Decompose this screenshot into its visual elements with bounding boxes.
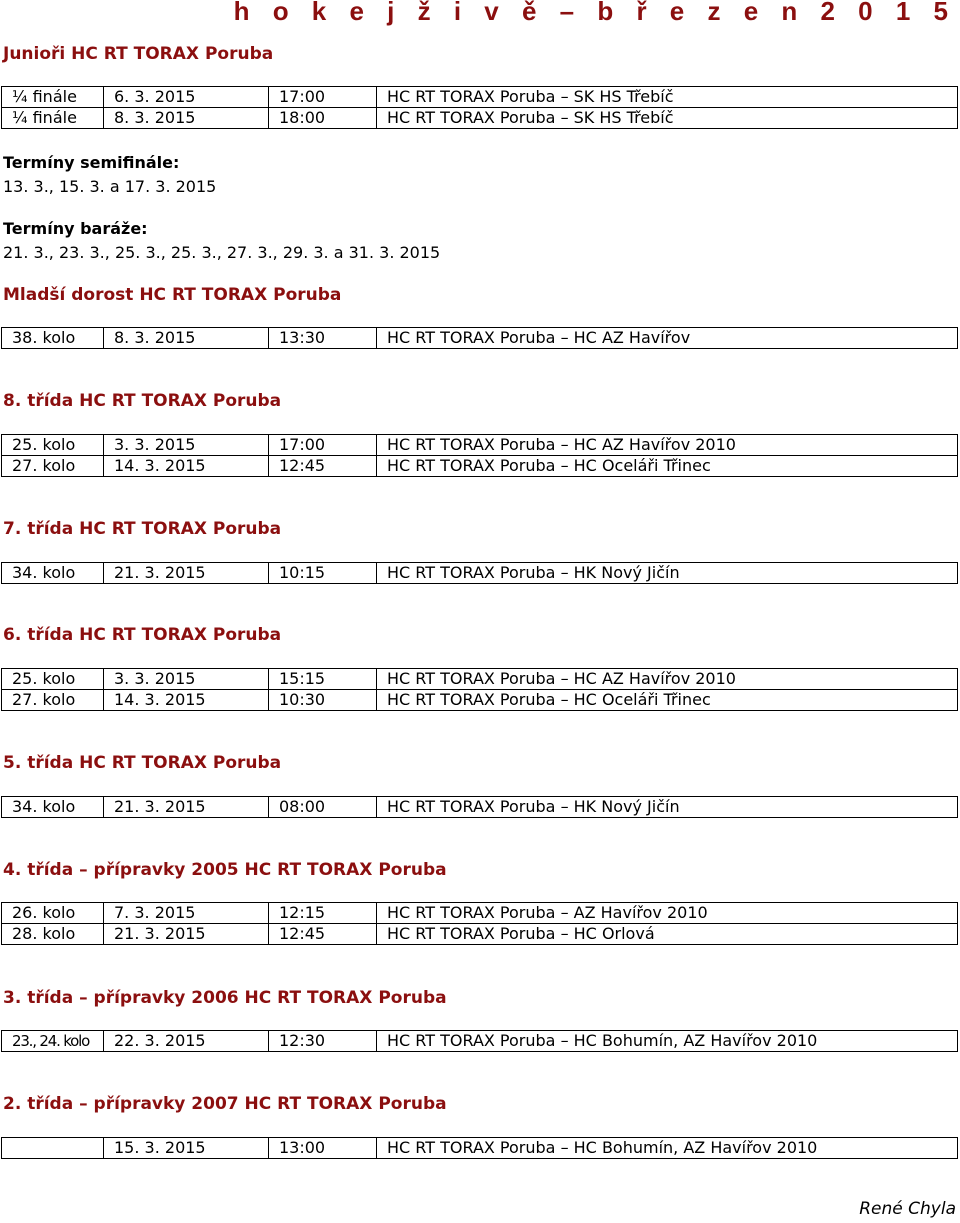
- barrage-dates: 21. 3., 23. 3., 25. 3., 25. 3., 27. 3., 29. 3. a 31. 3. 2015: [3, 243, 441, 262]
- table-row: [2, 328, 958, 349]
- date-cell: 22. 3. 2015: [104, 1031, 269, 1052]
- table-row: [2, 435, 958, 456]
- round-cell: 27. kolo: [2, 690, 104, 711]
- date-cell: 7. 3. 2015: [104, 903, 269, 924]
- round-cell: 26. kolo: [2, 903, 104, 924]
- table-row: [2, 108, 958, 129]
- table-row: [2, 456, 958, 477]
- section-heading-trida-2: 2. třída – přípravky 2007 HC RT TORAX Poruba: [3, 1094, 447, 1114]
- match-cell: HC RT TORAX Poruba – HC AZ Havířov: [377, 328, 958, 349]
- time-cell: 12:45: [269, 456, 377, 477]
- section-heading-trida-3: 3. třída – přípravky 2006 HC RT TORAX Poruba: [3, 988, 447, 1008]
- match-cell: HC RT TORAX Poruba – HC Bohumín, AZ Havířov 2010: [377, 1138, 958, 1159]
- match-cell: HC RT TORAX Poruba – HC Oceláři Třinec: [377, 456, 958, 477]
- time-cell: 10:30: [269, 690, 377, 711]
- date-cell: 21. 3. 2015: [104, 563, 269, 584]
- match-cell: HC RT TORAX Poruba – HC Bohumín, AZ Havířov 2010: [377, 1031, 958, 1052]
- schedule-table-trida-4: [1, 902, 958, 945]
- date-cell: 8. 3. 2015: [104, 328, 269, 349]
- section-heading-trida-8: 8. třída HC RT TORAX Poruba: [3, 391, 282, 411]
- schedule-table-trida-7: [1, 562, 958, 584]
- time-cell: 13:00: [269, 1138, 377, 1159]
- time-cell: 15:15: [269, 669, 377, 690]
- time-cell: 12:15: [269, 903, 377, 924]
- match-cell: HC RT TORAX Poruba – SK HS Třebíč: [377, 87, 958, 108]
- table-row: [2, 1138, 958, 1159]
- schedule-table-trida-5: [1, 796, 958, 818]
- section-heading-juniori: Junioři HC RT TORAX Poruba: [3, 44, 274, 64]
- round-cell: 34. kolo: [2, 563, 104, 584]
- time-cell: 12:30: [269, 1031, 377, 1052]
- date-cell: 6. 3. 2015: [104, 87, 269, 108]
- table-row: [2, 87, 958, 108]
- round-cell: 34. kolo: [2, 797, 104, 818]
- section-heading-trida-6: 6. třída HC RT TORAX Poruba: [3, 625, 282, 645]
- time-cell: 12:45: [269, 924, 377, 945]
- match-cell: HC RT TORAX Poruba – HC AZ Havířov 2010: [377, 435, 958, 456]
- match-cell: HC RT TORAX Poruba – HK Nový Jičín: [377, 797, 958, 818]
- round-cell: 25. kolo: [2, 669, 104, 690]
- schedule-table-trida-2: [1, 1137, 958, 1159]
- date-cell: 14. 3. 2015: [104, 456, 269, 477]
- match-cell: HC RT TORAX Poruba – HC Orlová: [377, 924, 958, 945]
- match-cell: HC RT TORAX Poruba – HC AZ Havířov 2010: [377, 669, 958, 690]
- round-cell: [2, 1138, 104, 1159]
- date-cell: 15. 3. 2015: [104, 1138, 269, 1159]
- table-row: [2, 690, 958, 711]
- date-cell: 14. 3. 2015: [104, 690, 269, 711]
- schedule-table-juniori: [1, 86, 958, 129]
- schedule-table-trida-8: [1, 434, 958, 477]
- schedule-table-trida-3: [1, 1030, 958, 1052]
- date-cell: 3. 3. 2015: [104, 669, 269, 690]
- table-row: [2, 903, 958, 924]
- section-heading-trida-7: 7. třída HC RT TORAX Poruba: [3, 519, 282, 539]
- round-cell: 23., 24. kolo: [2, 1031, 104, 1052]
- time-cell: 13:30: [269, 328, 377, 349]
- round-cell: 38. kolo: [2, 328, 104, 349]
- table-row: [2, 563, 958, 584]
- time-cell: 17:00: [269, 435, 377, 456]
- date-cell: 21. 3. 2015: [104, 797, 269, 818]
- round-cell: 27. kolo: [2, 456, 104, 477]
- page-title: h o k e j ž i v ě – b ř e z e n 2 0 1 5: [233, 0, 956, 26]
- table-row: [2, 669, 958, 690]
- round-cell: ¼ finále: [2, 87, 104, 108]
- match-cell: HC RT TORAX Poruba – AZ Havířov 2010: [377, 903, 958, 924]
- time-cell: 08:00: [269, 797, 377, 818]
- schedule-table-mladsi-dorost: [1, 327, 958, 349]
- section-heading-mladsi-dorost: Mladší dorost HC RT TORAX Poruba: [3, 285, 342, 305]
- section-heading-trida-4: 4. třída – přípravky 2005 HC RT TORAX Poruba: [3, 860, 447, 880]
- section-heading-trida-5: 5. třída HC RT TORAX Poruba: [3, 753, 282, 773]
- table-row: [2, 797, 958, 818]
- round-cell: 28. kolo: [2, 924, 104, 945]
- schedule-table-trida-6: [1, 668, 958, 711]
- match-cell: HC RT TORAX Poruba – HC Oceláři Třinec: [377, 690, 958, 711]
- table-row: [2, 924, 958, 945]
- match-cell: HC RT TORAX Poruba – HK Nový Jičín: [377, 563, 958, 584]
- semifinal-label: Termíny semifinále:: [3, 153, 180, 172]
- time-cell: 17:00: [269, 87, 377, 108]
- barrage-label: Termíny baráže:: [3, 219, 148, 238]
- semifinal-dates: 13. 3., 15. 3. a 17. 3. 2015: [3, 177, 217, 196]
- date-cell: 8. 3. 2015: [104, 108, 269, 129]
- match-cell: HC RT TORAX Poruba – SK HS Třebíč: [377, 108, 958, 129]
- author-signature: René Chyla: [859, 1199, 956, 1219]
- date-cell: 3. 3. 2015: [104, 435, 269, 456]
- time-cell: 18:00: [269, 108, 377, 129]
- time-cell: 10:15: [269, 563, 377, 584]
- date-cell: 21. 3. 2015: [104, 924, 269, 945]
- round-cell: 25. kolo: [2, 435, 104, 456]
- table-row: [2, 1031, 958, 1052]
- round-cell: ¼ finále: [2, 108, 104, 129]
